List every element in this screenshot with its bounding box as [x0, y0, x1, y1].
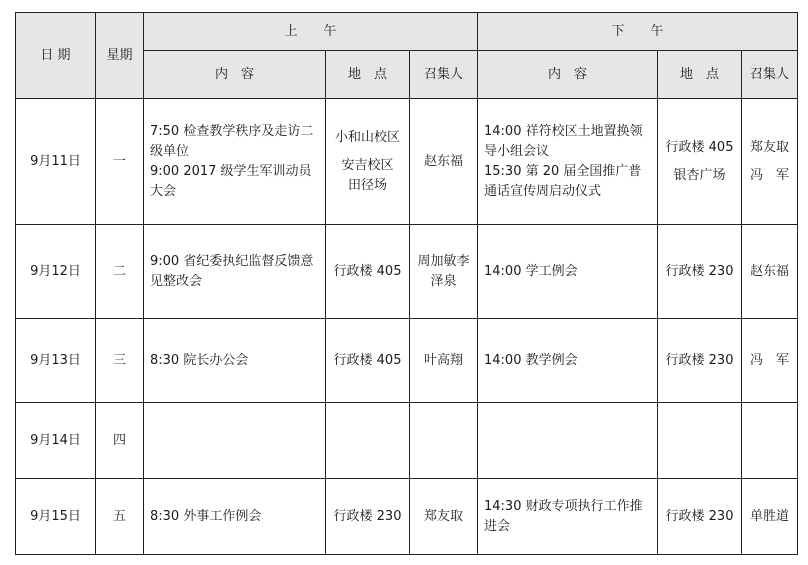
- header-morning: 上 午: [144, 13, 478, 51]
- am-content-cell: [144, 403, 326, 479]
- header-pm-convener: 召集人: [742, 51, 798, 99]
- header-pm-location: 地 点: [658, 51, 742, 99]
- pm-convener-cell: [742, 225, 798, 319]
- pm-location: 行政楼 230: [665, 263, 734, 279]
- pm-item: 15:30 第 20 届全国推广普通话宣传周启动仪式: [484, 163, 642, 199]
- weekday-cell: 二: [96, 225, 144, 319]
- header-row-top: [16, 13, 798, 51]
- table-row: [16, 99, 798, 225]
- pm-location-cell: [658, 403, 742, 479]
- pm-location-cell: [658, 225, 742, 319]
- pm-location-cell: [658, 319, 742, 403]
- am-item: 8:30 外事工作例会: [150, 508, 262, 524]
- am-convener-cell: [410, 403, 478, 479]
- am-convener-cell: 赵东福: [410, 99, 478, 225]
- am-location: 行政楼 230: [333, 508, 402, 524]
- header-am-convener: 召集人: [410, 51, 478, 99]
- am-item: 9:00 2017 级学生军训动员大会: [150, 163, 312, 199]
- table-row: [16, 225, 798, 319]
- pm-location: 行政楼 230: [665, 508, 734, 524]
- am-item: 7:50 检查教学秩序及走访二级单位: [150, 123, 314, 159]
- pm-location: 银杏广场: [673, 167, 726, 183]
- table-row: [16, 479, 798, 555]
- am-location-cell: [326, 403, 410, 479]
- table-row: [16, 403, 798, 479]
- pm-location-cell: [658, 479, 742, 555]
- table-row: [16, 319, 798, 403]
- am-location: 小和山校区: [334, 129, 400, 145]
- am-location: 行政楼 405: [333, 352, 402, 368]
- am-location-cell: [326, 99, 410, 225]
- date-cell: 9月14日: [16, 403, 96, 479]
- schedule-table: [15, 12, 798, 555]
- pm-convener-cell: [742, 319, 798, 403]
- pm-convener-cell: [742, 403, 798, 479]
- am-location-cell: [326, 479, 410, 555]
- weekday-cell: 一: [96, 99, 144, 225]
- pm-convener: 冯 军: [749, 167, 789, 183]
- date-cell: 9月11日: [16, 99, 96, 225]
- header-date: 日 期: [16, 13, 96, 99]
- pm-convener: 郑友取: [749, 139, 789, 155]
- pm-item: 14:00 教学例会: [484, 352, 578, 368]
- pm-item: 14:00 学工例会: [484, 263, 578, 279]
- pm-convener-cell: [742, 479, 798, 555]
- am-content-cell: [144, 99, 326, 225]
- pm-content-cell: [478, 319, 658, 403]
- am-item: 8:30 院长办公会: [150, 352, 249, 368]
- pm-item: 14:00 祥符校区土地置换领导小组会议: [484, 123, 643, 159]
- pm-convener: 单胜道: [749, 508, 789, 524]
- pm-item: 14:30 财政专项执行工作推进会: [484, 498, 643, 534]
- am-location: 行政楼 405: [333, 263, 402, 279]
- am-location: 安吉校区田径场: [341, 157, 394, 193]
- am-content-cell: [144, 225, 326, 319]
- date-cell: 9月12日: [16, 225, 96, 319]
- am-location-cell: [326, 225, 410, 319]
- am-convener-cell: 郑友取: [410, 479, 478, 555]
- header-am-content: 内 容: [144, 51, 326, 99]
- pm-convener-cell: [742, 99, 798, 225]
- am-content-cell: [144, 479, 326, 555]
- pm-content-cell: [478, 479, 658, 555]
- pm-location: 行政楼 230: [665, 352, 734, 368]
- header-afternoon: 下 午: [478, 13, 798, 51]
- am-item: 9:00 省纪委执纪监督反馈意见整改会: [150, 253, 314, 289]
- date-cell: 9月13日: [16, 319, 96, 403]
- header-weekday: 星期: [96, 13, 144, 99]
- header-pm-content: 内 容: [478, 51, 658, 99]
- pm-content-cell: [478, 99, 658, 225]
- am-convener-cell: 周加敏李泽泉: [410, 225, 478, 319]
- am-convener-cell: 叶高翔: [410, 319, 478, 403]
- header-am-location: 地 点: [326, 51, 410, 99]
- am-location-cell: [326, 319, 410, 403]
- weekday-cell: 五: [96, 479, 144, 555]
- pm-convener: 冯 军: [749, 352, 789, 368]
- pm-location-cell: [658, 99, 742, 225]
- pm-convener: 赵东福: [749, 263, 789, 279]
- weekday-cell: 四: [96, 403, 144, 479]
- date-cell: 9月15日: [16, 479, 96, 555]
- am-content-cell: [144, 319, 326, 403]
- weekday-cell: 三: [96, 319, 144, 403]
- pm-location: 行政楼 405: [665, 139, 734, 155]
- pm-content-cell: [478, 225, 658, 319]
- pm-content-cell: [478, 403, 658, 479]
